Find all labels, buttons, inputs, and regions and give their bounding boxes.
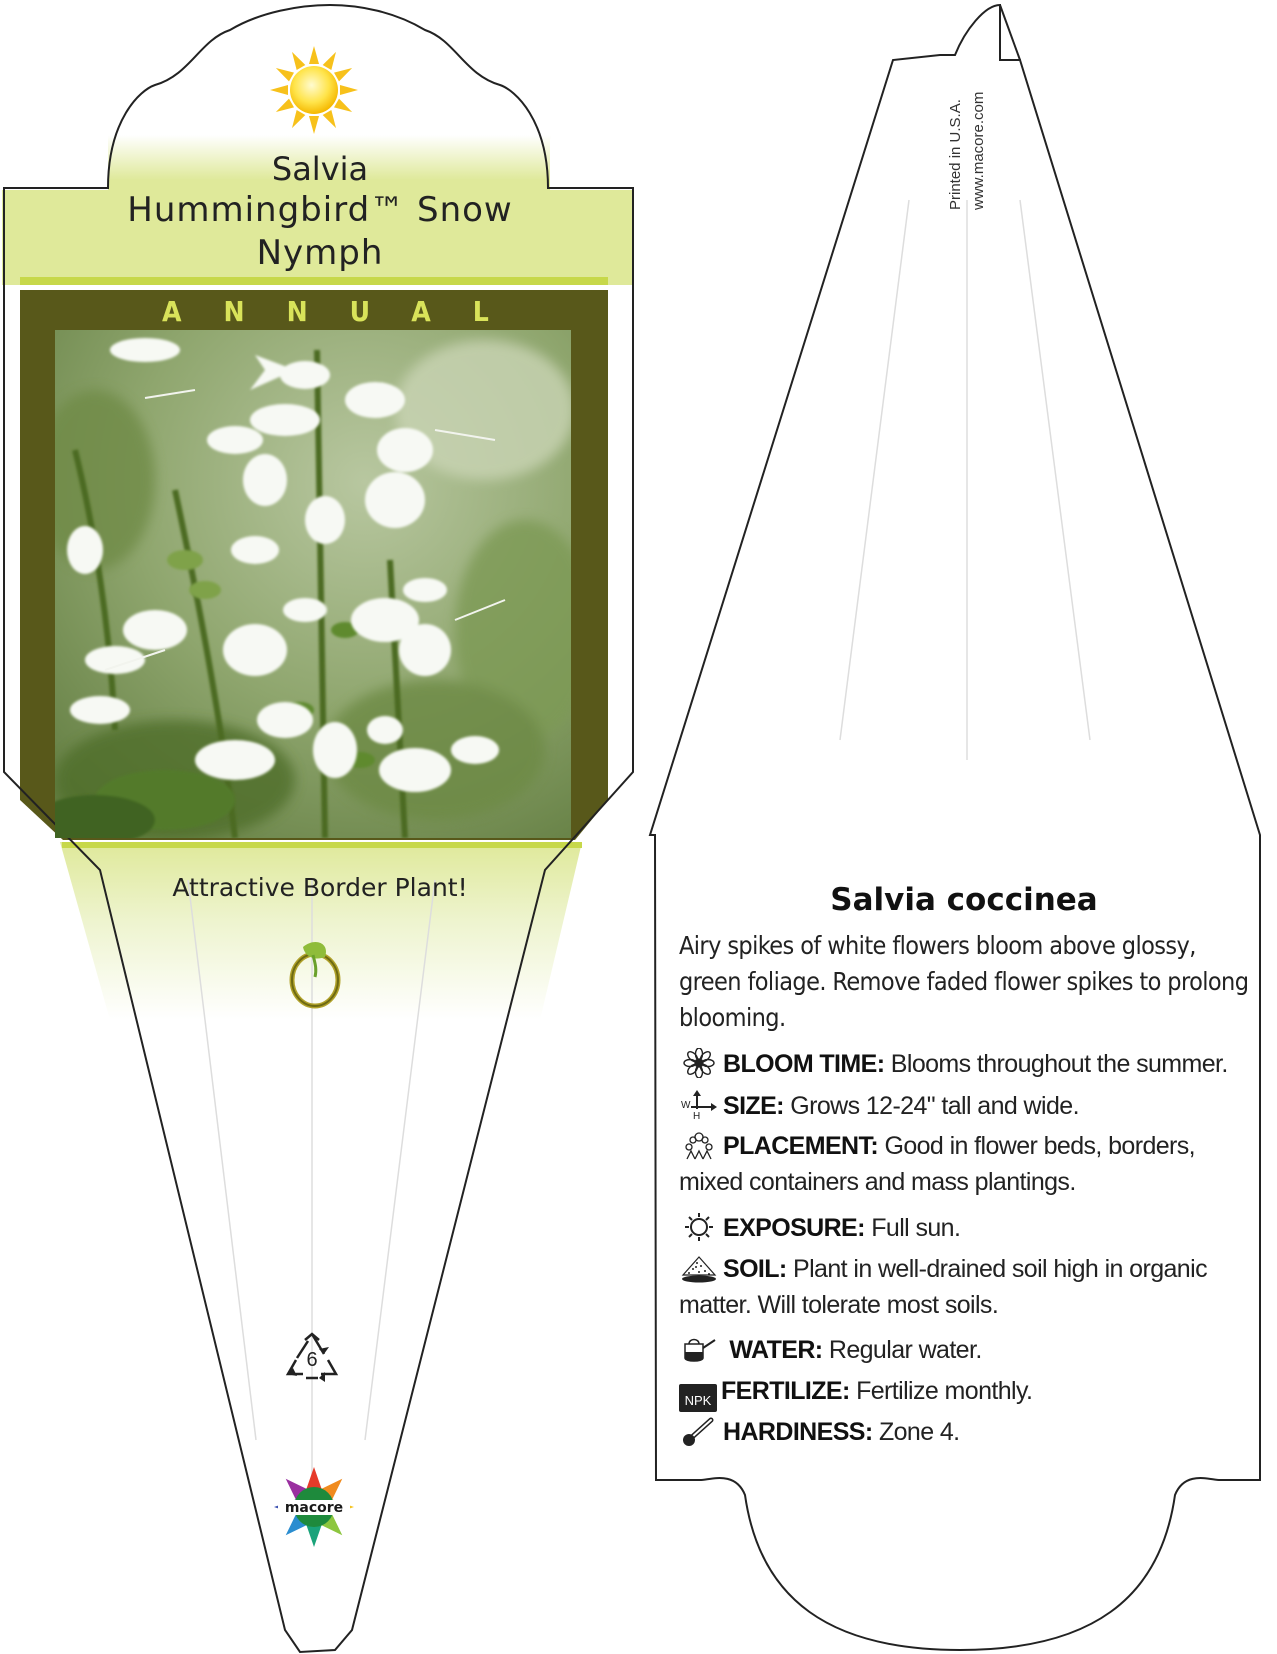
brand-name: macore [284, 1500, 344, 1516]
care-bloom-time [679, 1046, 1259, 1082]
plant-photo [55, 330, 571, 838]
care-exposure [679, 1210, 1259, 1246]
care-text: Blooms throughout the summer. [890, 1050, 1228, 1078]
care-fertilize [679, 1373, 1259, 1412]
recycle-icon [283, 1332, 341, 1382]
care-label: FERTILIZE: [721, 1377, 850, 1405]
care-label: HARDINESS: [723, 1418, 873, 1446]
care-label: SOIL: [723, 1255, 787, 1283]
flower-icon [679, 1048, 719, 1078]
seedling-icon [285, 935, 345, 1010]
sun-outline-icon [679, 1212, 719, 1242]
printed-in: Printed in U.S.A. [947, 99, 964, 210]
soil-icon [679, 1253, 719, 1283]
size-icon [679, 1090, 719, 1120]
care-soil [679, 1251, 1259, 1323]
thermometer-icon [679, 1416, 719, 1446]
care-text: Grows 12-24" tall and wide. [790, 1092, 1079, 1120]
care-label: WATER: [729, 1336, 823, 1364]
care-hardiness [679, 1414, 1259, 1450]
care-label: EXPOSURE: [723, 1214, 865, 1242]
care-text: Fertilize monthly. [856, 1377, 1033, 1405]
care-text: Full sun. [871, 1214, 961, 1242]
placement-icon [679, 1130, 719, 1160]
care-text: Good in flower beds, borders, mixed containers and mass plantings. [679, 1132, 1196, 1196]
care-placement [679, 1128, 1259, 1200]
size-w: W [681, 1100, 690, 1111]
care-size [679, 1088, 1259, 1124]
npk-icon: NPK [679, 1384, 717, 1412]
plant-genus: Salvia [271, 150, 369, 188]
plant-name-line2: Nymph [256, 233, 384, 273]
care-label: PLACEMENT: [723, 1132, 879, 1160]
category-label: ANNUAL [162, 295, 531, 328]
size-h: H [693, 1111, 700, 1120]
recycle-code: 6 [306, 1349, 318, 1371]
care-label: BLOOM TIME: [723, 1050, 885, 1078]
macore-logo [272, 1465, 356, 1549]
sun-icon [268, 45, 360, 135]
website: www.macore.com [970, 91, 987, 210]
care-text: Plant in well-drained soil high in organic matter. Will tolerate most soils. [679, 1255, 1207, 1319]
watering-can-icon [679, 1334, 719, 1364]
care-water [679, 1332, 1259, 1368]
care-text: Regular water. [828, 1336, 982, 1364]
plant-name-line1: Hummingbird™ Snow [127, 190, 513, 230]
tagline: Attractive Border Plant! [172, 873, 468, 902]
scientific-name: Salvia coccinea [830, 882, 1098, 918]
description: Airy spikes of white flowers bloom above glossy, green foliage. Remove faded flower spikes to prolong blooming. [679, 931, 1249, 1032]
care-text: Zone 4. [878, 1418, 960, 1446]
care-label: SIZE: [723, 1092, 784, 1120]
